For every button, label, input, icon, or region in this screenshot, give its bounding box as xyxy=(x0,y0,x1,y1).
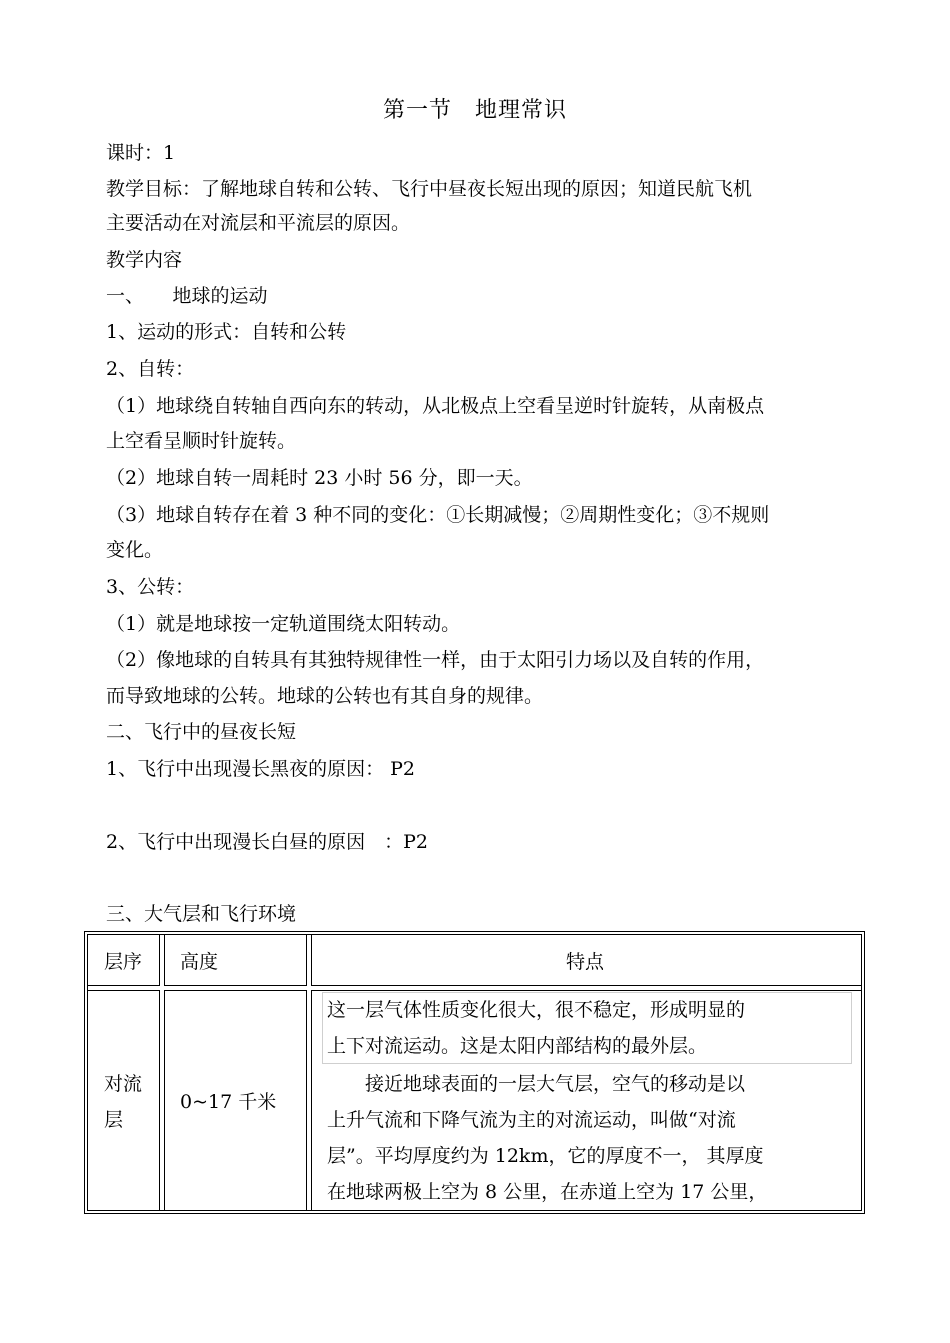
text-line: 变化。 xyxy=(106,539,164,561)
text-line: 2、飞行中出现漫长白昼的原因 ：P2 xyxy=(106,831,428,853)
layer-name: 层 xyxy=(104,1109,124,1131)
section-heading: 一、 地球的运动 xyxy=(106,285,268,307)
feature-line: 接近地球表面的一层大气层，空气的移动是以 xyxy=(327,1073,746,1095)
text-line: 教学内容 xyxy=(106,249,183,271)
section-heading: 三、大气层和飞行环境 xyxy=(106,903,297,925)
text-line: （1）地球绕自转轴自西向东的转动，从北极点上空看呈逆时针旋转，从南极点 xyxy=(106,395,765,417)
text-line: 3、公转： xyxy=(106,576,195,598)
feature-line: 层”。平均厚度约为 12km，它的厚度不一， 其厚度 xyxy=(327,1145,764,1167)
text-line: （3）地球自转存在着 3 种不同的变化：①长期减慢；②周期性变化；③不规则 xyxy=(106,504,770,526)
text-line: 1、飞行中出现漫长黑夜的原因： P2 xyxy=(106,758,416,780)
text-line: 教学目标：了解地球自转和公转、飞行中昼夜长短出现的原因；知道民航飞机 xyxy=(106,178,753,200)
feature-line: 在地球两极上空为 8 公里，在赤道上空为 17 公里， xyxy=(327,1181,768,1203)
page-title: 第一节 地理常识 xyxy=(382,98,567,123)
header-layer: 层序 xyxy=(104,951,143,973)
header-features: 特点 xyxy=(566,951,605,973)
text-line: （2）地球自转一周耗时 23 小时 56 分，即一天。 xyxy=(106,467,533,489)
text-line: 课时：1 xyxy=(106,142,176,164)
layer-height: 0~17 千米 xyxy=(180,1091,277,1113)
text-line: （2）像地球的自转具有其独特规律性一样，由于太阳引力场以及自转的作用， xyxy=(106,649,765,671)
feature-line: 这一层气体性质变化很大，很不稳定，形成明显的 xyxy=(327,999,746,1021)
feature-line: 上升气流和下降气流为主的对流运动，叫做“对流 xyxy=(327,1109,736,1131)
section-heading: 二、飞行中的昼夜长短 xyxy=(106,721,297,743)
text-line: （1）就是地球按一定轨道围绕太阳转动。 xyxy=(106,613,461,635)
text-line: 2、自转： xyxy=(106,358,195,380)
feature-line: 上下对流运动。这是太阳内部结构的最外层。 xyxy=(327,1035,708,1057)
text-line: 主要活动在对流层和平流层的原因。 xyxy=(106,212,411,234)
text-line: 1、运动的形式：自转和公转 xyxy=(106,321,347,343)
text-line: 而导致地球的公转。地球的公转也有其自身的规律。 xyxy=(106,685,544,707)
layer-name: 对流 xyxy=(104,1073,143,1095)
text-line: 上空看呈顺时针旋转。 xyxy=(106,430,297,452)
header-height: 高度 xyxy=(180,951,219,973)
